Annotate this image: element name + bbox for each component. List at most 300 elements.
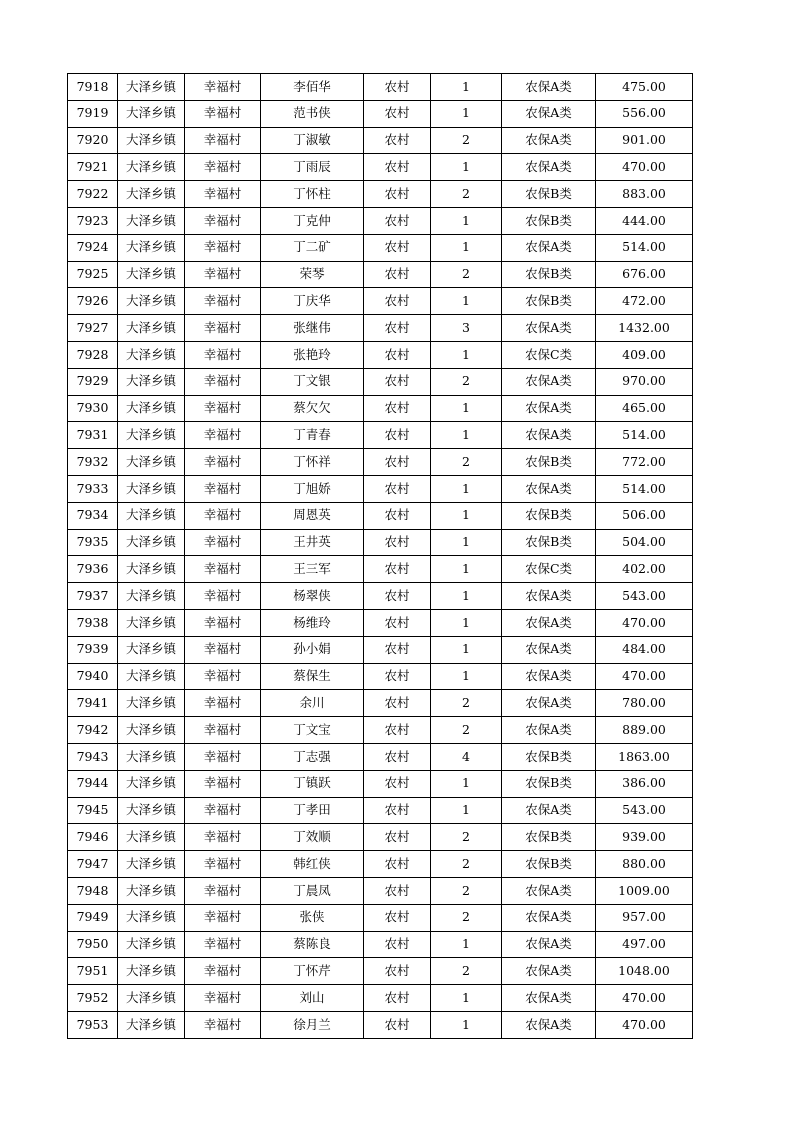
- table-row: [68, 931, 693, 958]
- cell-household-type: 农村: [364, 1011, 431, 1038]
- cell-amount: 470.00: [596, 154, 693, 181]
- cell-record-number: 7941: [68, 690, 118, 717]
- cell-village: 幸福村: [185, 824, 261, 851]
- table-row: [68, 1011, 693, 1038]
- cell-amount: 1432.00: [596, 315, 693, 342]
- cell-household-type: 农村: [364, 824, 431, 851]
- cell-town: 大泽乡镇: [118, 422, 185, 449]
- cell-village: 幸福村: [185, 877, 261, 904]
- cell-person-count: 2: [431, 261, 502, 288]
- cell-record-number: 7930: [68, 395, 118, 422]
- cell-record-number: 7938: [68, 609, 118, 636]
- cell-amount: 386.00: [596, 770, 693, 797]
- cell-insurance-category: 农保A类: [502, 609, 596, 636]
- cell-village: 幸福村: [185, 663, 261, 690]
- cell-person-name: 丁怀柱: [261, 181, 364, 208]
- cell-insurance-category: 农保B类: [502, 824, 596, 851]
- cell-person-name: 韩红侠: [261, 851, 364, 878]
- cell-record-number: 7939: [68, 636, 118, 663]
- cell-town: 大泽乡镇: [118, 690, 185, 717]
- cell-insurance-category: 农保A类: [502, 690, 596, 717]
- table-row: [68, 261, 693, 288]
- records-table: [67, 73, 693, 1039]
- cell-village: 幸福村: [185, 1011, 261, 1038]
- cell-record-number: 7919: [68, 100, 118, 127]
- cell-insurance-category: 农保B类: [502, 851, 596, 878]
- cell-person-count: 1: [431, 770, 502, 797]
- table-row: [68, 743, 693, 770]
- cell-household-type: 农村: [364, 743, 431, 770]
- cell-amount: 497.00: [596, 931, 693, 958]
- cell-person-count: 3: [431, 315, 502, 342]
- cell-household-type: 农村: [364, 181, 431, 208]
- cell-person-name: 范书侠: [261, 100, 364, 127]
- cell-town: 大泽乡镇: [118, 368, 185, 395]
- cell-village: 幸福村: [185, 261, 261, 288]
- cell-record-number: 7943: [68, 743, 118, 770]
- cell-household-type: 农村: [364, 931, 431, 958]
- cell-village: 幸福村: [185, 475, 261, 502]
- cell-person-name: 丁克仲: [261, 207, 364, 234]
- cell-village: 幸福村: [185, 100, 261, 127]
- cell-town: 大泽乡镇: [118, 127, 185, 154]
- cell-town: 大泽乡镇: [118, 154, 185, 181]
- table-row: [68, 529, 693, 556]
- cell-person-count: 1: [431, 556, 502, 583]
- cell-insurance-category: 农保B类: [502, 261, 596, 288]
- cell-insurance-category: 农保C类: [502, 556, 596, 583]
- cell-insurance-category: 农保B类: [502, 207, 596, 234]
- cell-person-name: 蔡陈良: [261, 931, 364, 958]
- cell-person-name: 丁晨凤: [261, 877, 364, 904]
- cell-person-name: 蔡保生: [261, 663, 364, 690]
- cell-amount: 1863.00: [596, 743, 693, 770]
- cell-town: 大泽乡镇: [118, 100, 185, 127]
- cell-person-count: 1: [431, 609, 502, 636]
- cell-village: 幸福村: [185, 931, 261, 958]
- cell-person-name: 余川: [261, 690, 364, 717]
- cell-village: 幸福村: [185, 502, 261, 529]
- cell-village: 幸福村: [185, 234, 261, 261]
- cell-insurance-category: 农保A类: [502, 904, 596, 931]
- cell-town: 大泽乡镇: [118, 475, 185, 502]
- cell-person-name: 荣琴: [261, 261, 364, 288]
- cell-amount: 514.00: [596, 234, 693, 261]
- cell-household-type: 农村: [364, 609, 431, 636]
- table-row: [68, 154, 693, 181]
- cell-household-type: 农村: [364, 502, 431, 529]
- cell-village: 幸福村: [185, 154, 261, 181]
- cell-household-type: 农村: [364, 583, 431, 610]
- cell-insurance-category: 农保B类: [502, 449, 596, 476]
- cell-amount: 472.00: [596, 288, 693, 315]
- cell-insurance-category: 农保A类: [502, 154, 596, 181]
- cell-household-type: 农村: [364, 368, 431, 395]
- table-row: [68, 449, 693, 476]
- table-row: [68, 181, 693, 208]
- cell-village: 幸福村: [185, 368, 261, 395]
- cell-record-number: 7946: [68, 824, 118, 851]
- cell-record-number: 7918: [68, 74, 118, 101]
- table-row: [68, 609, 693, 636]
- cell-insurance-category: 农保C类: [502, 341, 596, 368]
- cell-person-count: 1: [431, 502, 502, 529]
- cell-amount: 556.00: [596, 100, 693, 127]
- cell-record-number: 7921: [68, 154, 118, 181]
- cell-town: 大泽乡镇: [118, 851, 185, 878]
- cell-person-count: 2: [431, 904, 502, 931]
- cell-person-count: 1: [431, 931, 502, 958]
- cell-person-count: 2: [431, 824, 502, 851]
- cell-person-name: 张继伟: [261, 315, 364, 342]
- cell-household-type: 农村: [364, 288, 431, 315]
- cell-village: 幸福村: [185, 207, 261, 234]
- cell-village: 幸福村: [185, 958, 261, 985]
- cell-amount: 506.00: [596, 502, 693, 529]
- cell-record-number: 7924: [68, 234, 118, 261]
- cell-person-count: 2: [431, 851, 502, 878]
- cell-person-count: 2: [431, 127, 502, 154]
- cell-village: 幸福村: [185, 770, 261, 797]
- cell-record-number: 7940: [68, 663, 118, 690]
- cell-household-type: 农村: [364, 529, 431, 556]
- table-row: [68, 690, 693, 717]
- cell-person-count: 1: [431, 341, 502, 368]
- cell-amount: 543.00: [596, 797, 693, 824]
- table-row: [68, 288, 693, 315]
- cell-amount: 484.00: [596, 636, 693, 663]
- cell-person-count: 1: [431, 985, 502, 1012]
- cell-insurance-category: 农保A类: [502, 931, 596, 958]
- cell-amount: 470.00: [596, 985, 693, 1012]
- cell-person-name: 丁青春: [261, 422, 364, 449]
- cell-household-type: 农村: [364, 690, 431, 717]
- cell-record-number: 7951: [68, 958, 118, 985]
- table-row: [68, 797, 693, 824]
- table-row: [68, 234, 693, 261]
- cell-person-name: 丁二矿: [261, 234, 364, 261]
- cell-household-type: 农村: [364, 234, 431, 261]
- cell-household-type: 农村: [364, 100, 431, 127]
- cell-person-name: 李佰华: [261, 74, 364, 101]
- cell-person-name: 周恩英: [261, 502, 364, 529]
- cell-amount: 1048.00: [596, 958, 693, 985]
- cell-household-type: 农村: [364, 449, 431, 476]
- cell-person-count: 2: [431, 181, 502, 208]
- cell-amount: 957.00: [596, 904, 693, 931]
- cell-person-name: 丁文银: [261, 368, 364, 395]
- cell-village: 幸福村: [185, 985, 261, 1012]
- cell-town: 大泽乡镇: [118, 985, 185, 1012]
- cell-household-type: 农村: [364, 341, 431, 368]
- cell-household-type: 农村: [364, 663, 431, 690]
- cell-town: 大泽乡镇: [118, 556, 185, 583]
- cell-record-number: 7934: [68, 502, 118, 529]
- cell-insurance-category: 农保A类: [502, 583, 596, 610]
- cell-household-type: 农村: [364, 877, 431, 904]
- cell-person-count: 1: [431, 288, 502, 315]
- cell-village: 幸福村: [185, 717, 261, 744]
- cell-amount: 1009.00: [596, 877, 693, 904]
- cell-household-type: 农村: [364, 556, 431, 583]
- table-row: [68, 583, 693, 610]
- cell-insurance-category: 农保A类: [502, 368, 596, 395]
- cell-record-number: 7932: [68, 449, 118, 476]
- cell-insurance-category: 农保A类: [502, 985, 596, 1012]
- cell-insurance-category: 农保A类: [502, 1011, 596, 1038]
- cell-town: 大泽乡镇: [118, 395, 185, 422]
- cell-person-count: 1: [431, 636, 502, 663]
- cell-village: 幸福村: [185, 743, 261, 770]
- cell-record-number: 7933: [68, 475, 118, 502]
- table-row: [68, 422, 693, 449]
- cell-person-count: 1: [431, 100, 502, 127]
- cell-village: 幸福村: [185, 74, 261, 101]
- cell-village: 幸福村: [185, 422, 261, 449]
- cell-person-count: 2: [431, 690, 502, 717]
- cell-record-number: 7935: [68, 529, 118, 556]
- cell-town: 大泽乡镇: [118, 341, 185, 368]
- cell-record-number: 7952: [68, 985, 118, 1012]
- cell-insurance-category: 农保B类: [502, 502, 596, 529]
- cell-village: 幸福村: [185, 556, 261, 583]
- cell-person-name: 丁志强: [261, 743, 364, 770]
- cell-person-name: 丁镇跃: [261, 770, 364, 797]
- cell-amount: 880.00: [596, 851, 693, 878]
- cell-insurance-category: 农保A类: [502, 717, 596, 744]
- cell-record-number: 7945: [68, 797, 118, 824]
- cell-village: 幸福村: [185, 636, 261, 663]
- cell-record-number: 7949: [68, 904, 118, 931]
- table-row: [68, 74, 693, 101]
- cell-insurance-category: 农保A类: [502, 100, 596, 127]
- cell-amount: 901.00: [596, 127, 693, 154]
- cell-insurance-category: 农保A类: [502, 422, 596, 449]
- cell-insurance-category: 农保A类: [502, 74, 596, 101]
- cell-village: 幸福村: [185, 904, 261, 931]
- table-row: [68, 877, 693, 904]
- cell-town: 大泽乡镇: [118, 74, 185, 101]
- cell-household-type: 农村: [364, 851, 431, 878]
- cell-amount: 970.00: [596, 368, 693, 395]
- table-row: [68, 904, 693, 931]
- cell-amount: 883.00: [596, 181, 693, 208]
- cell-insurance-category: 农保B类: [502, 743, 596, 770]
- table-row: [68, 100, 693, 127]
- cell-record-number: 7948: [68, 877, 118, 904]
- cell-person-count: 1: [431, 583, 502, 610]
- cell-person-count: 1: [431, 154, 502, 181]
- table-row: [68, 395, 693, 422]
- cell-person-count: 1: [431, 74, 502, 101]
- cell-village: 幸福村: [185, 181, 261, 208]
- cell-town: 大泽乡镇: [118, 717, 185, 744]
- cell-insurance-category: 农保A类: [502, 877, 596, 904]
- cell-household-type: 农村: [364, 207, 431, 234]
- table-row: [68, 207, 693, 234]
- cell-town: 大泽乡镇: [118, 529, 185, 556]
- cell-village: 幸福村: [185, 449, 261, 476]
- table-row: [68, 985, 693, 1012]
- cell-household-type: 农村: [364, 717, 431, 744]
- cell-village: 幸福村: [185, 341, 261, 368]
- cell-person-name: 蔡欠欠: [261, 395, 364, 422]
- cell-person-name: 张艳玲: [261, 341, 364, 368]
- cell-town: 大泽乡镇: [118, 904, 185, 931]
- table-row: [68, 556, 693, 583]
- cell-town: 大泽乡镇: [118, 877, 185, 904]
- cell-person-count: 1: [431, 207, 502, 234]
- cell-village: 幸福村: [185, 851, 261, 878]
- cell-record-number: 7937: [68, 583, 118, 610]
- cell-record-number: 7942: [68, 717, 118, 744]
- cell-insurance-category: 农保B类: [502, 770, 596, 797]
- cell-person-count: 4: [431, 743, 502, 770]
- cell-record-number: 7928: [68, 341, 118, 368]
- cell-household-type: 农村: [364, 261, 431, 288]
- cell-record-number: 7923: [68, 207, 118, 234]
- cell-record-number: 7929: [68, 368, 118, 395]
- cell-household-type: 农村: [364, 315, 431, 342]
- cell-village: 幸福村: [185, 690, 261, 717]
- cell-record-number: 7950: [68, 931, 118, 958]
- cell-amount: 470.00: [596, 609, 693, 636]
- cell-person-name: 孙小娟: [261, 636, 364, 663]
- cell-amount: 444.00: [596, 207, 693, 234]
- cell-amount: 470.00: [596, 663, 693, 690]
- cell-record-number: 7927: [68, 315, 118, 342]
- cell-town: 大泽乡镇: [118, 583, 185, 610]
- cell-person-count: 1: [431, 1011, 502, 1038]
- cell-amount: 514.00: [596, 475, 693, 502]
- cell-amount: 402.00: [596, 556, 693, 583]
- cell-person-count: 1: [431, 475, 502, 502]
- cell-amount: 409.00: [596, 341, 693, 368]
- cell-insurance-category: 农保A类: [502, 663, 596, 690]
- cell-record-number: 7953: [68, 1011, 118, 1038]
- cell-town: 大泽乡镇: [118, 958, 185, 985]
- cell-insurance-category: 农保A类: [502, 958, 596, 985]
- cell-town: 大泽乡镇: [118, 743, 185, 770]
- cell-person-name: 王三军: [261, 556, 364, 583]
- table-row: [68, 824, 693, 851]
- cell-person-name: 丁旭娇: [261, 475, 364, 502]
- table-row: [68, 502, 693, 529]
- cell-village: 幸福村: [185, 529, 261, 556]
- cell-household-type: 农村: [364, 904, 431, 931]
- cell-household-type: 农村: [364, 74, 431, 101]
- cell-amount: 543.00: [596, 583, 693, 610]
- cell-record-number: 7922: [68, 181, 118, 208]
- cell-village: 幸福村: [185, 797, 261, 824]
- cell-town: 大泽乡镇: [118, 636, 185, 663]
- cell-town: 大泽乡镇: [118, 931, 185, 958]
- cell-person-count: 1: [431, 797, 502, 824]
- cell-person-name: 张侠: [261, 904, 364, 931]
- cell-person-name: 王井英: [261, 529, 364, 556]
- cell-household-type: 农村: [364, 475, 431, 502]
- table-row: [68, 127, 693, 154]
- cell-amount: 504.00: [596, 529, 693, 556]
- table-row: [68, 851, 693, 878]
- cell-person-count: 2: [431, 368, 502, 395]
- cell-town: 大泽乡镇: [118, 797, 185, 824]
- cell-household-type: 农村: [364, 770, 431, 797]
- cell-person-name: 徐月兰: [261, 1011, 364, 1038]
- cell-village: 幸福村: [185, 315, 261, 342]
- cell-household-type: 农村: [364, 422, 431, 449]
- cell-household-type: 农村: [364, 797, 431, 824]
- cell-amount: 470.00: [596, 1011, 693, 1038]
- cell-amount: 514.00: [596, 422, 693, 449]
- cell-person-count: 1: [431, 422, 502, 449]
- table-row: [68, 717, 693, 744]
- cell-amount: 772.00: [596, 449, 693, 476]
- cell-amount: 465.00: [596, 395, 693, 422]
- cell-village: 幸福村: [185, 395, 261, 422]
- cell-village: 幸福村: [185, 127, 261, 154]
- cell-record-number: 7936: [68, 556, 118, 583]
- cell-person-name: 丁淑敏: [261, 127, 364, 154]
- table-row: [68, 636, 693, 663]
- cell-town: 大泽乡镇: [118, 770, 185, 797]
- cell-person-name: 丁文宝: [261, 717, 364, 744]
- cell-person-name: 丁怀芹: [261, 958, 364, 985]
- cell-insurance-category: 农保A类: [502, 127, 596, 154]
- cell-household-type: 农村: [364, 985, 431, 1012]
- cell-household-type: 农村: [364, 395, 431, 422]
- cell-person-count: 2: [431, 717, 502, 744]
- cell-person-count: 1: [431, 234, 502, 261]
- cell-town: 大泽乡镇: [118, 234, 185, 261]
- cell-amount: 676.00: [596, 261, 693, 288]
- table-row: [68, 315, 693, 342]
- cell-person-name: 刘山: [261, 985, 364, 1012]
- cell-amount: 889.00: [596, 717, 693, 744]
- cell-town: 大泽乡镇: [118, 824, 185, 851]
- cell-insurance-category: 农保A类: [502, 315, 596, 342]
- cell-record-number: 7926: [68, 288, 118, 315]
- cell-insurance-category: 农保A类: [502, 395, 596, 422]
- cell-town: 大泽乡镇: [118, 1011, 185, 1038]
- cell-town: 大泽乡镇: [118, 261, 185, 288]
- cell-insurance-category: 农保A类: [502, 234, 596, 261]
- cell-person-name: 杨维玲: [261, 609, 364, 636]
- cell-household-type: 农村: [364, 154, 431, 181]
- cell-village: 幸福村: [185, 288, 261, 315]
- cell-person-count: 2: [431, 958, 502, 985]
- cell-insurance-category: 农保A类: [502, 475, 596, 502]
- cell-town: 大泽乡镇: [118, 288, 185, 315]
- cell-town: 大泽乡镇: [118, 663, 185, 690]
- cell-household-type: 农村: [364, 958, 431, 985]
- cell-record-number: 7925: [68, 261, 118, 288]
- table-row: [68, 475, 693, 502]
- cell-person-name: 丁怀祥: [261, 449, 364, 476]
- cell-person-count: 1: [431, 663, 502, 690]
- cell-record-number: 7944: [68, 770, 118, 797]
- cell-person-count: 2: [431, 877, 502, 904]
- table-row: [68, 368, 693, 395]
- cell-town: 大泽乡镇: [118, 502, 185, 529]
- cell-town: 大泽乡镇: [118, 609, 185, 636]
- cell-person-name: 丁孝田: [261, 797, 364, 824]
- cell-insurance-category: 农保B类: [502, 288, 596, 315]
- cell-insurance-category: 农保A类: [502, 636, 596, 663]
- cell-town: 大泽乡镇: [118, 315, 185, 342]
- cell-amount: 475.00: [596, 74, 693, 101]
- cell-person-count: 2: [431, 449, 502, 476]
